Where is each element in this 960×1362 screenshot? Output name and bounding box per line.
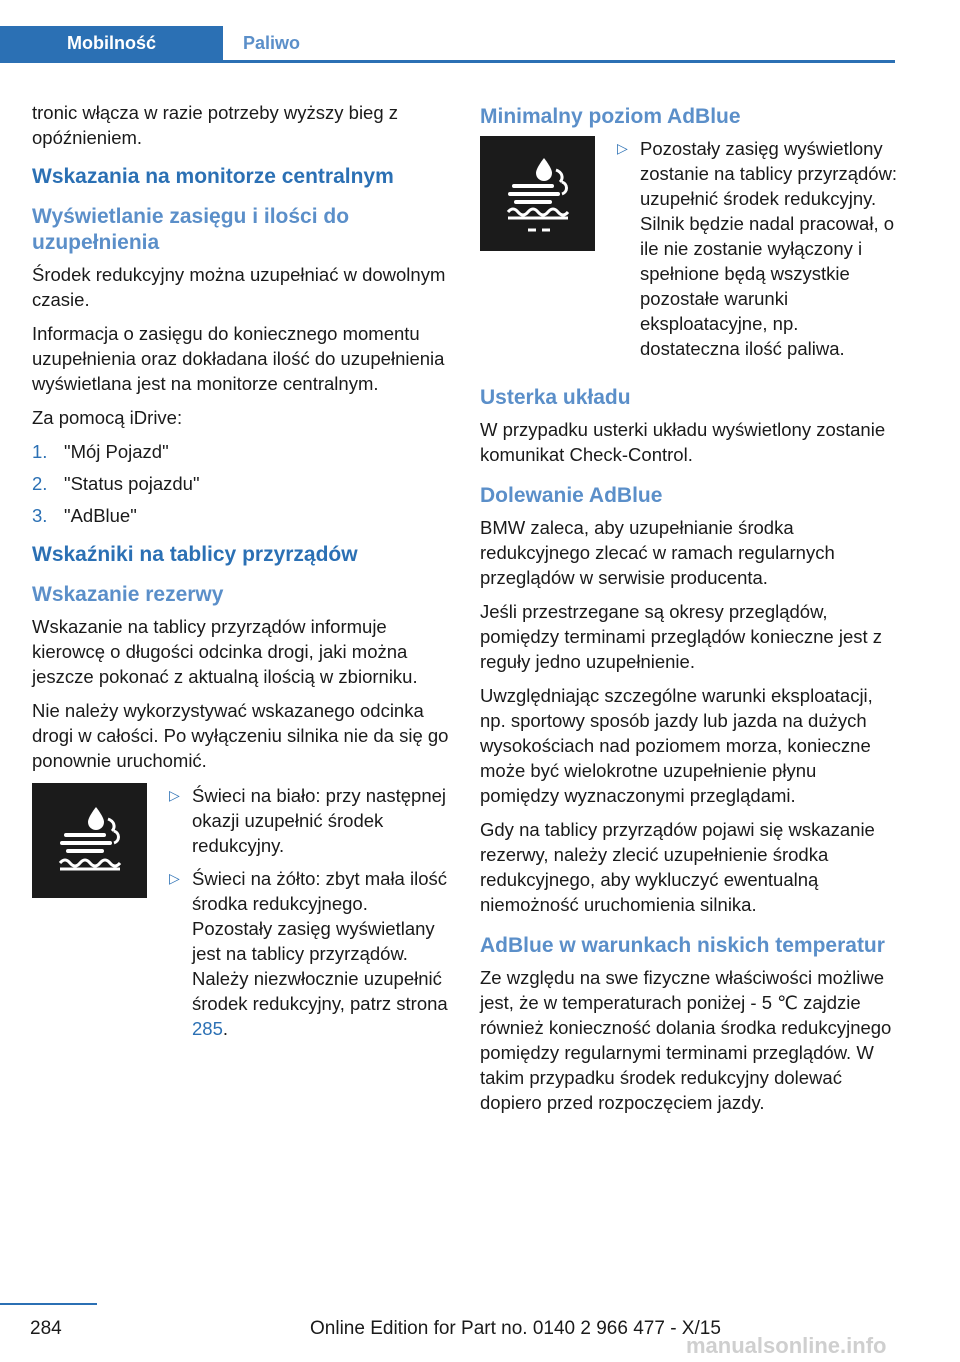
heading-refill: Dolewanie AdBlue (480, 484, 663, 507)
paragraph: Uwzględniając szczególne warunki eksploatacji, np. sportowy sposób jazdy lub jazda na dużych wysokościach nad poziomem morza, konieczne może być wielokrotne uzupełnienie płynu pomiędzy wyznaczonymi przeglądami. (480, 685, 873, 806)
edition-footer: Online Edition for Part no. 0140 2 966 477 - X/15 (310, 1318, 721, 1339)
heading-cluster: Wskaźniki na tablicy przyrządów (32, 543, 358, 566)
page-link[interactable]: 285 (192, 1018, 223, 1039)
list-item (32, 503, 450, 528)
tab-paliwo[interactable]: Paliwo (223, 26, 895, 60)
paragraph: Nie należy wykorzystywać wskazanego odcinka drogi w całości. Po wyłączeniu silnika nie da się go ponownie uruchomić. (32, 700, 449, 771)
right-column (480, 100, 898, 1124)
bullet-text (192, 866, 450, 1041)
header-divider (0, 60, 895, 63)
page-number: 284 (30, 1318, 62, 1339)
list-item (32, 471, 450, 496)
heading-monitor: Wskazania na monitorze centralnym (32, 165, 394, 188)
triangle-bullet-icon: ▷ (169, 870, 180, 886)
paragraph: Informacja o zasięgu do koniecznego momentu uzupełnienia oraz dokładana ilość do uzupełnienia wyświetlana jest na monitorze centralnym. (32, 323, 445, 394)
heading-min-level: Minimalny poziom AdBlue (480, 105, 741, 128)
adblue-warning-icon (32, 783, 147, 898)
bullet-text: Pozostały zasięg wyświetlony zostanie na tablicy przyrządów: uzupełnić środek redukcyjny. Silnik będzie nadal pracował, o ile nie zostanie wyłączony i spełnione będą wszystkie pozostałe warunki eksploatacyjne, np. dostateczna ilość paliwa. (640, 138, 898, 359)
triangle-bullet-icon: ▷ (169, 787, 180, 803)
heading-system-fault: Usterka układu (480, 386, 631, 409)
watermark: manualsonline.info (686, 1333, 887, 1358)
min-level-block (480, 136, 898, 369)
step-text: "AdBlue" (64, 505, 137, 526)
bullet-text-end: . (222, 1018, 229, 1039)
heading-cold: AdBlue w warunkach niskich temperatur (480, 934, 885, 957)
left-column (32, 100, 450, 1059)
bullet-text: Świeci na biało: przy następnej okazji uzupełnić środek redukcyjny. (192, 785, 447, 856)
idrive-steps (32, 439, 450, 528)
paragraph: W przypadku usterki układu wyświetlony zostanie komunikat Check-Control. (480, 419, 886, 465)
tab-mobilnosc[interactable]: Mobilność (0, 26, 223, 60)
reserve-indicator-block (32, 783, 450, 1049)
heading-display-range: Wyświetlanie zasięgu i ilości do uzupełnienia (32, 205, 350, 254)
adblue-min-icon (480, 136, 595, 251)
triangle-bullet-icon: ▷ (617, 140, 628, 156)
intro-text: tronic włącza w razie potrzeby wyższy bieg z opóźnieniem. (32, 102, 399, 148)
heading-reserve: Wskazanie rezerwy (32, 583, 224, 606)
paragraph: Ze względu na swe fizyczne właściwości możliwe jest, że w temperaturach poniżej - 5 ℃ zajdzie również konieczność dolania środka redukcyjnego pomiędzy regularnymi terminami przeglądów. W takim przypadku środek redukcyjny dolewać dopiero przed rozpoczęciem jazdy. (480, 967, 892, 1113)
list-item (159, 866, 450, 1041)
step-number: 1. (32, 441, 48, 462)
step-text: "Mój Pojazd" (64, 441, 169, 462)
paragraph: Środek redukcyjny można uzupełniać w dowolnym czasie. (32, 264, 446, 310)
header-tabs (0, 26, 895, 62)
paragraph: Jeśli przestrzegane są okresy przeglądów, pomiędzy terminami przeglądów konieczne jest z reguły jedno uzupełnienie. (480, 601, 883, 672)
paragraph: Gdy na tablicy przyrządów pojawi się wskazanie rezerwy, należy zlecić uzupełnienie środka redukcyjnego, aby wykluczyć ewentualną niemożność uruchomienia silnika. (480, 819, 875, 915)
step-number: 2. (32, 473, 48, 494)
list-item (607, 136, 898, 361)
list-item (159, 783, 450, 858)
list-item (32, 439, 450, 464)
paragraph: Za pomocą iDrive: (32, 407, 183, 428)
paragraph: BMW zaleca, aby uzupełnianie środka redukcyjnego zlecać w ramach regularnych przeglądów w serwisie producenta. (480, 517, 835, 588)
page-number-divider (0, 1303, 97, 1305)
paragraph: Wskazanie na tablicy przyrządów informuje kierowcę o długości odcinka drogi, jaki można jeszcze pokonać z aktualną ilością w zbiorniku. (32, 616, 418, 687)
bullet-text-main: Świeci na żółto: zbyt mała ilość środka redukcyjnego. Pozostały zasięg wyświetlany jest na tablicy przyrządów. Należy niezwłocznie uzupełnić środek redukcyjny, patrz strona (192, 868, 448, 1014)
reserve-bullets (159, 783, 450, 1049)
min-level-bullets (607, 136, 898, 369)
step-text: "Status pojazdu" (64, 473, 200, 494)
step-number: 3. (32, 505, 48, 526)
